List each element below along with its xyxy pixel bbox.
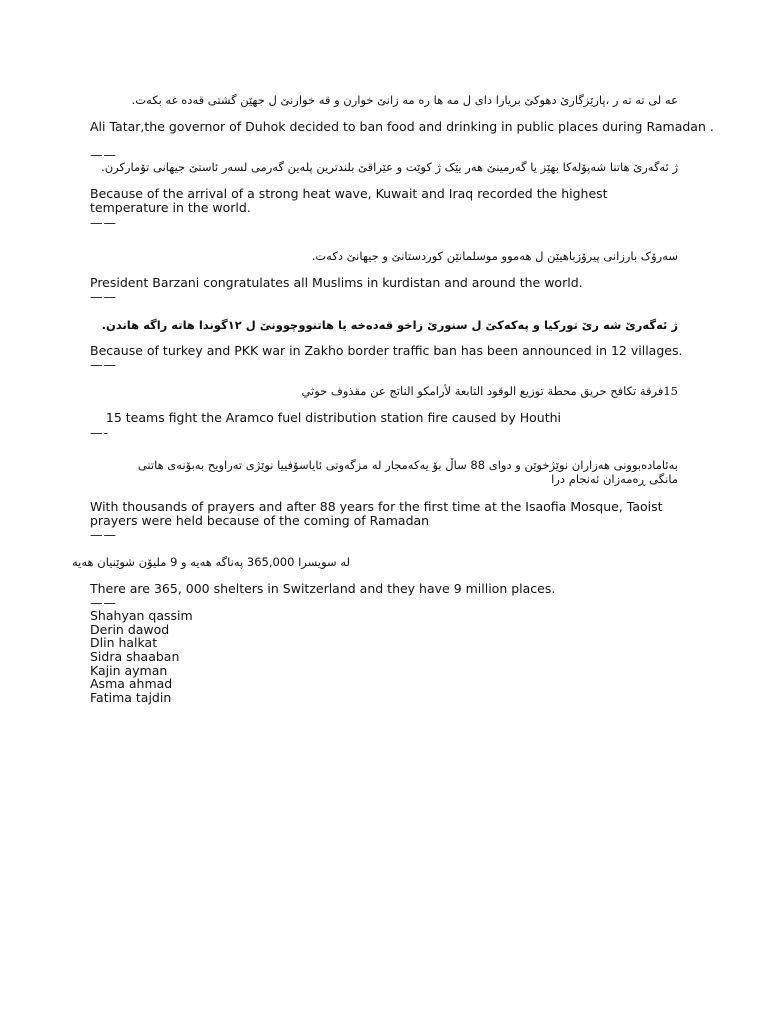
- news-native-6: بەئامادەبوونی هەزاران نوێژخوێن و دوای 88 ساڵ بۆ یەکەمجار لە مزگەوتی ئایاسۆفییا نوێژی تەراویح بەبۆنەی هاتنی مانگی ڕەمەزان ئەنجام درا: [137, 458, 678, 486]
- news-english-1: Ali Tatar,the governor of Duhok decided to ban food and drinking in public places during Ramadan .: [90, 119, 714, 134]
- contributor-name: Fatima tajdin: [90, 690, 172, 705]
- contributor-name: Sidra shaaban: [90, 649, 180, 664]
- separator-5: —-: [90, 425, 110, 440]
- news-english-5: 15 teams fight the Aramco fuel distribution station fire caused by Houthi: [90, 410, 561, 425]
- contributor-name: Shahyan qassim: [90, 608, 193, 623]
- separator-1: ——: [90, 147, 117, 162]
- separator-7: ——: [90, 595, 117, 610]
- contributor-name: Derin dawod: [90, 622, 170, 637]
- contributor-name: Asma ahmad: [90, 676, 173, 691]
- news-native-2: ژ ئه‌گه‌رێ هاتنا شه‌پۆله‌كا بهێز یا گه‌رمینێ هه‌ر یێک ژ کوێت و عێراقێ بلندترین پلەین گەرمی لسەر ئاستێ جیهانی تۆمارکرن.: [101, 160, 678, 174]
- news-native-3: سەرۆک بارزانی پیرۆزباهیێن ل هەموو موسلمانێن کوردستانێ و جیهانێ دکەت.: [311, 249, 678, 263]
- news-native-7: لە سویسرا 365,000 پەناگە هەیە و 9 ملیۆن شوێنیان هەیە: [72, 555, 350, 569]
- news-english-3: President Barzani congratulates all Muslims in kurdistan and around the world.: [90, 275, 583, 290]
- news-native-1: عه لى ته ته ر ،پارێزگارێ دهوکێ بریارا داى ل مه ها ره مه زانێ خوارن و قه خوارنێ ل جهێن گشتى قه‌ده غه بكه‌ت.: [131, 93, 678, 107]
- contributor-name: Dlin halkat: [90, 635, 158, 650]
- news-english-6: With thousands of prayers and after 88 years for the first time at the Isaofia Mosque, Taoist prayers were held because of the coming of Ramadan: [90, 499, 663, 528]
- separator-6: ——: [90, 527, 117, 542]
- news-native-5: 15فرقة تكافح حريق محطة توزيع الوقود التابعة لأرامكو الناتج عن مقذوف حوثي: [301, 384, 678, 398]
- separator-3: ——: [90, 289, 117, 304]
- separator-2: ——: [90, 215, 117, 230]
- news-english-7: There are 365, 000 shelters in Switzerland and they have 9 million places.: [90, 581, 556, 596]
- news-native-4: ژ ئەگەرێ شه رێ توركیا و پەكەكێ ل سنورێ زاخو قه‌ده‌خه یا هاتنووچوونێ ل ١٢گوندا هاتە راگە هاندن.: [101, 318, 678, 332]
- separator-4: ——: [90, 357, 117, 372]
- news-english-4: Because of turkey and PKK war in Zakho border traffic ban has been announced in 12 villages.: [90, 343, 683, 358]
- news-english-2: Because of the arrival of a strong heat wave, Kuwait and Iraq recorded the highest temperature in the world.: [90, 186, 608, 215]
- contributor-name: Kajin ayman: [90, 663, 168, 678]
